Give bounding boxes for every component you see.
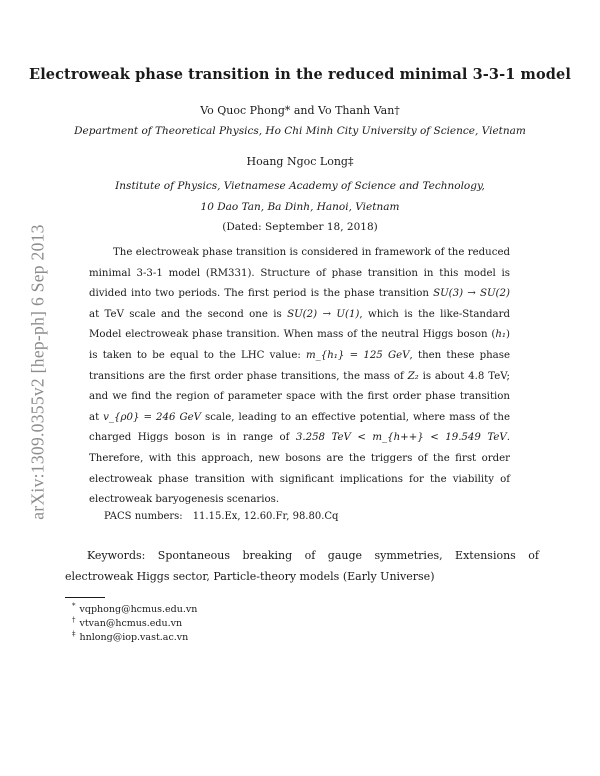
- math-expression: Z₂: [407, 370, 419, 382]
- footnote: [72, 616, 182, 629]
- pacs-line: [104, 511, 338, 522]
- footnote: [72, 630, 188, 643]
- abstract-text: , then these phase transitions are the first order phase transitions, the mass of: [89, 349, 511, 382]
- math-expression: SU(2) → U(1): [287, 308, 360, 320]
- footnote-mark: *: [72, 602, 76, 610]
- dated-line: (Dated: September 18, 2018): [222, 221, 378, 233]
- footnote: [72, 602, 197, 615]
- math-expression: v_{ρ0} = 246 GeV: [103, 411, 201, 423]
- abstract-text: , which is the like-Standard Model electroweak phase transition. When mass of the neutral Higgs boson (: [89, 308, 510, 341]
- abstract-text: at TeV scale and the second one is: [89, 308, 288, 320]
- footnote-mark: ‡: [72, 630, 76, 638]
- math-expression: h₁: [495, 329, 507, 341]
- abstract-text: . Therefore, with this approach, new bosons are the triggers of the first order electroweak phase transition with significant implications for the viability of electroweak baryogenesis scenarios.: [89, 432, 510, 506]
- affiliation-secondary-line1: Institute of Physics, Vietnamese Academy of Science and Technology,: [115, 180, 485, 192]
- keywords-text: Keywords: Spontaneous breaking of gauge symmetries, Extensions of electroweak Higgs sector, Particle-theory models (Early Universe): [65, 549, 539, 583]
- footnote-email[interactable]: hnlong@iop.vast.ac.vn: [79, 632, 189, 644]
- abstract-text: The electroweak phase transition is considered in framework of the reduced minimal 3-3-1 model (RM331). Structure of phase transition in this model is divided into two periods. The first period is the phase transition: [89, 247, 510, 300]
- authors-secondary: Hoang Ngoc Long‡: [246, 155, 354, 168]
- footnote-mark: †: [72, 616, 76, 624]
- footnote-email[interactable]: vqphong@hcmus.edu.vn: [79, 604, 198, 616]
- authors-primary: Vo Quoc Phong* and Vo Thanh Van†: [200, 104, 400, 117]
- affiliation-secondary-line2: 10 Dao Tan, Ba Dinh, Hanoi, Vietnam: [200, 201, 400, 213]
- math-expression: m_{h₁} = 125 GeV: [306, 349, 410, 361]
- abstract-text: ) is taken to be equal to the LHC value:: [89, 329, 510, 361]
- math-expression: SU(3) → SU(2): [433, 288, 510, 300]
- math-expression: 3.258 TeV < m_{h++} < 19.549 TeV: [295, 432, 507, 444]
- affiliation-primary: Department of Theoretical Physics, Ho Chi Minh City University of Science, Vietnam: [74, 125, 526, 137]
- abstract-text: scale, leading to an effective potential, where mass of the charged Higgs boson is in range of: [89, 411, 510, 444]
- footnote-divider: [65, 597, 105, 598]
- pacs-label: PACS numbers:: [104, 511, 183, 522]
- abstract-text: is about 4.8 TeV; and we find the region of parameter space with the first order phase transition at: [89, 370, 510, 423]
- paper-title: Electroweak phase transition in the reduced minimal 3-3-1 model: [29, 66, 571, 83]
- arxiv-identifier: arXiv:1309.0355v2 [hep-ph] 6 Sep 2013: [27, 224, 48, 520]
- keywords: [65, 546, 539, 587]
- abstract: [89, 243, 510, 511]
- footnote-email[interactable]: vtvan@hcmus.edu.vn: [79, 618, 183, 630]
- pacs-codes: 11.15.Ex, 12.60.Fr, 98.80.Cq: [192, 511, 339, 522]
